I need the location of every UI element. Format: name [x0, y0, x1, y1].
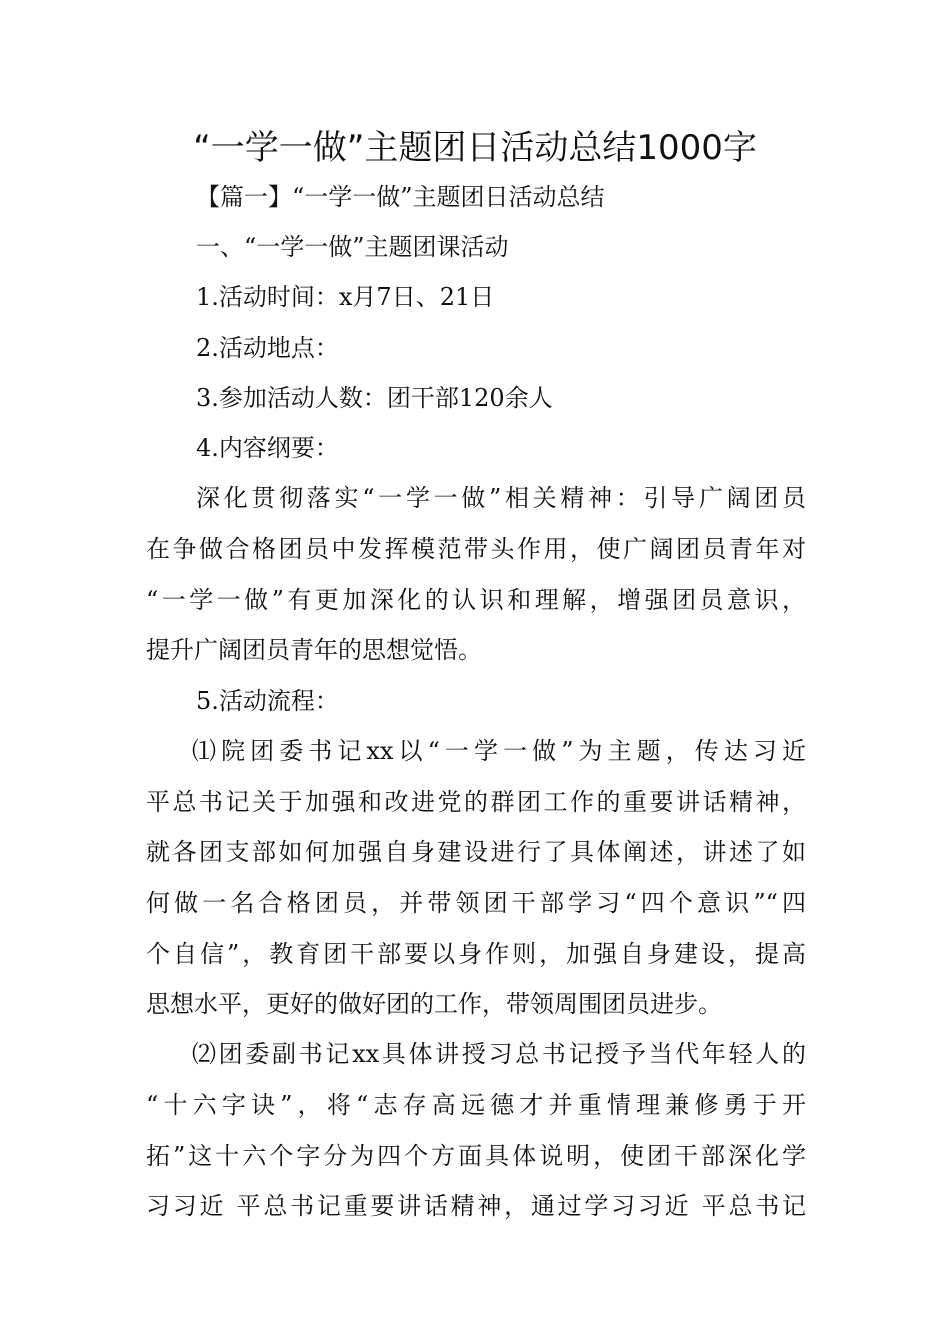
part-heading: 一、“一学一做”主题团课活动 [196, 233, 509, 261]
process-heading: 5.活动流程： [196, 687, 339, 715]
item-content-heading: 4.内容纲要： [196, 434, 339, 462]
content-paragraph-line: 深化贯彻落实“一学一做”相关精神：引导广阔团员 [196, 484, 806, 512]
item-time: 1.活动时间：x月7日、21日 [196, 283, 495, 311]
process-step-2-line: ⑵团委副书记xx具体讲授习总书记授予当代年轻人的 [192, 1040, 806, 1068]
process-step-2-line: “十六字诀”，将“志存高远德才并重情理兼修勇于开 [146, 1091, 806, 1119]
document-title: “一学一做”主题团日活动总结1000字 [193, 128, 757, 168]
content-paragraph-line: “一学一做”有更加深化的认识和理解，增强团员意识， [146, 586, 806, 614]
process-step-1-line: 就各团支部如何加强自身建设进行了具体阐述，讲述了如 [146, 838, 806, 866]
process-step-1-line: 个自信”，教育团干部要以身作则，加强自身建设，提高 [146, 940, 806, 968]
item-place: 2.活动地点： [196, 334, 339, 362]
content-paragraph-line: 在争做合格团员中发挥模范带头作用，使广阔团员青年对 [146, 535, 806, 563]
process-step-2-line: 习习近 平总书记重要讲话精神，通过学习习近 平总书记 [146, 1192, 806, 1220]
process-step-1-line: ⑴院团委书记xx以“一学一做”为主题，传达习近 [192, 737, 806, 765]
process-step-2-line: 拓”这十六个字分为四个方面具体说明，使团干部深化学 [146, 1142, 806, 1170]
process-step-1-line: 何做一名合格团员，并带领团干部学习“四个意识”“四 [146, 889, 806, 917]
section-heading: 【篇一】“一学一做”主题团日活动总结 [196, 183, 605, 211]
process-step-1-line: 平总书记关于加强和改进党的群团工作的重要讲话精神， [146, 788, 806, 816]
item-participants: 3.参加活动人数：团干部120余人 [196, 384, 553, 412]
process-step-1-line: 思想水平，更好的做好团的工作，带领周围团员进步。 [146, 990, 722, 1018]
content-paragraph-line: 提升广阔团员青年的思想觉悟。 [146, 636, 482, 664]
